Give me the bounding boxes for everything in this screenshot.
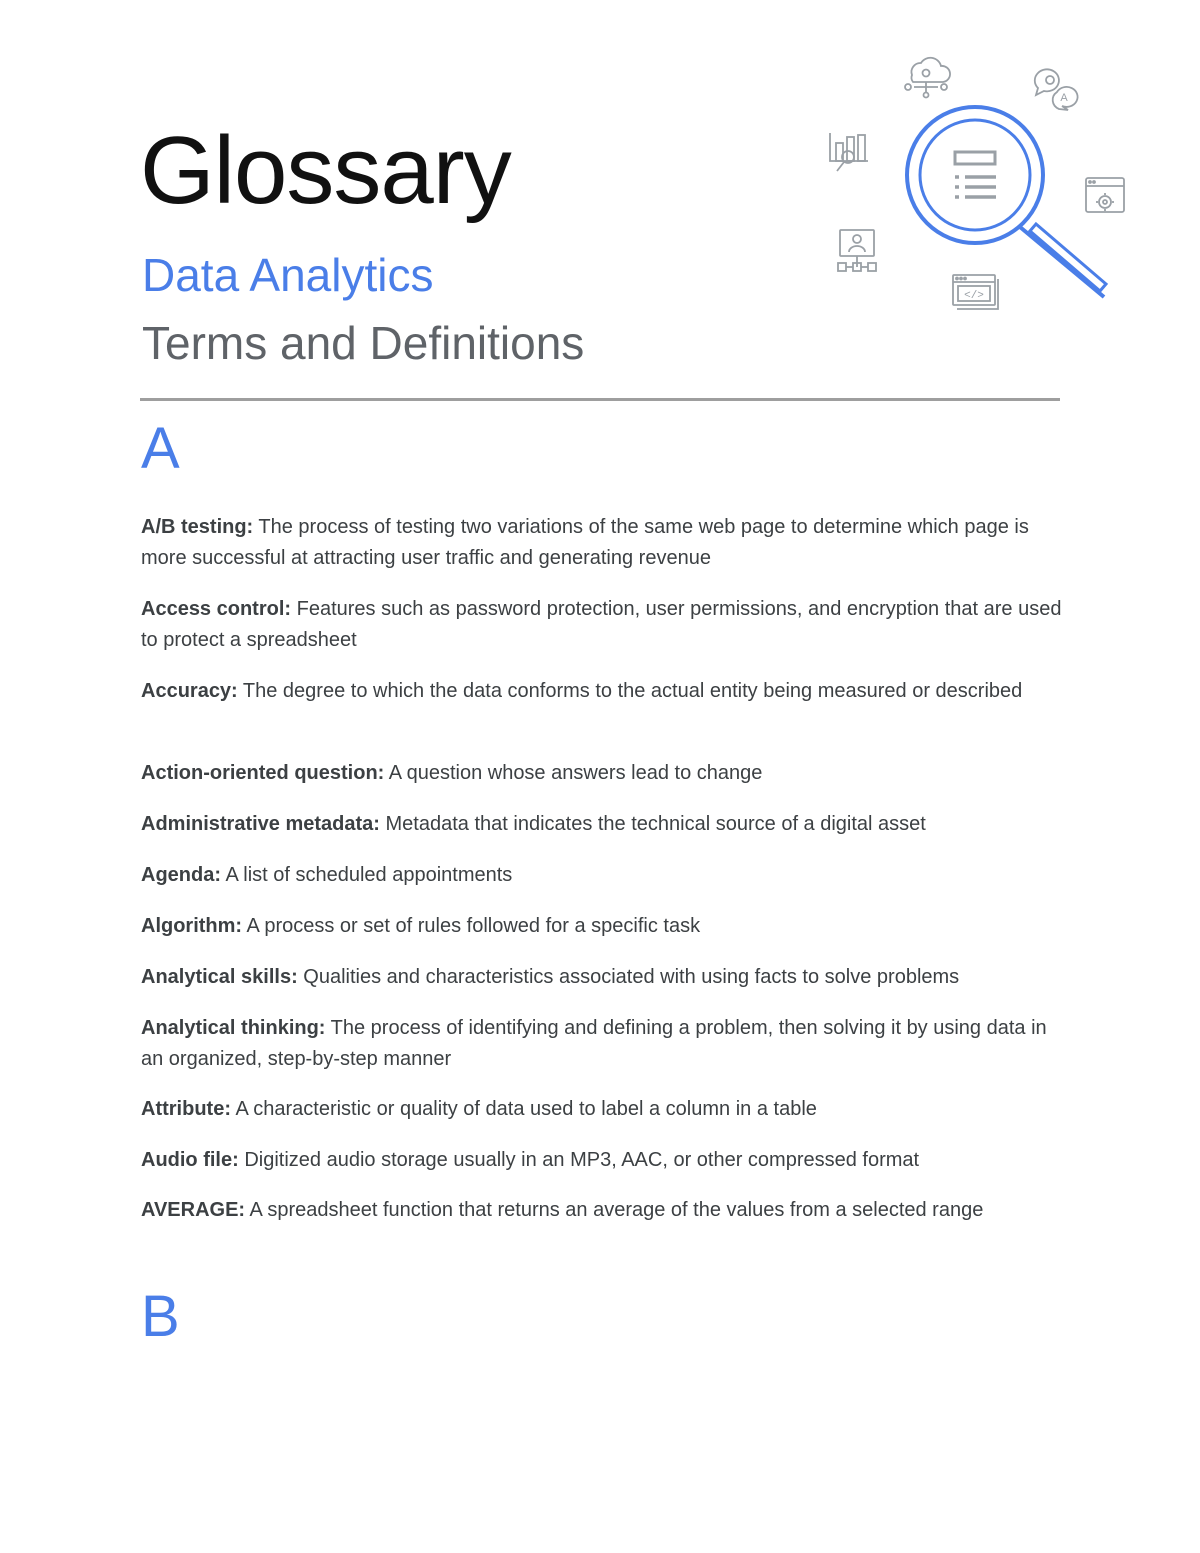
- entry-term: Action-oriented question:: [141, 762, 385, 784]
- code-window-icon: [953, 275, 998, 309]
- code-window-label: </>: [964, 290, 984, 302]
- entry-term: Analytical skills:: [141, 966, 298, 988]
- page-title: Glossary: [140, 117, 511, 224]
- entry-definition: A list of scheduled appointments: [221, 864, 513, 886]
- entry-term: A/B testing:: [141, 516, 254, 538]
- glossary-entry: [141, 512, 1071, 574]
- entry-term: Attribute:: [141, 1098, 231, 1120]
- glossary-entry: [141, 1195, 1071, 1226]
- glossary-entry: [141, 758, 1071, 789]
- glossary-entry: [141, 1013, 1071, 1075]
- entry-term: Administrative metadata:: [141, 813, 380, 835]
- bar-chart-icon: [830, 133, 868, 171]
- glossary-entry: [141, 962, 1071, 993]
- entry-term: Audio file:: [141, 1149, 239, 1171]
- chat-bubbles-icon: [1035, 69, 1078, 110]
- document-subtitle: Data Analytics: [142, 249, 434, 301]
- document-subheading: Terms and Definitions: [142, 317, 585, 369]
- entry-definition: The process of testing two variations of the same web page to determine which page is more successful at attracting user traffic and generating revenue: [141, 516, 1029, 569]
- entry-definition: Digitized audio storage usually in an MP3, AAC, or other compressed format: [238, 1149, 920, 1171]
- glossary-entry: [141, 911, 1071, 942]
- entry-definition: Metadata that indicates the technical source of a digital asset: [379, 813, 926, 835]
- section-letter-a: A: [141, 416, 180, 481]
- cloud-network-icon: [905, 58, 950, 98]
- glossary-entry: [141, 809, 1071, 840]
- entry-definition: Features such as password protection, user permissions, and encryption that are used to protect a spreadsheet: [141, 598, 1062, 651]
- entry-definition: The process of identifying and defining a problem, then solving it by using data in an organized, step-by-step manner: [141, 1017, 1047, 1070]
- entry-term: AVERAGE:: [141, 1199, 246, 1221]
- chat-bubble-letter: A: [1060, 92, 1068, 104]
- entry-term: Algorithm:: [141, 915, 243, 937]
- entry-definition: Qualities and characteristics associated with using facts to solve problems: [297, 966, 960, 988]
- entry-term: Agenda:: [141, 864, 221, 886]
- glossary-entry: [141, 1094, 1071, 1125]
- magnifying-glass-icon: [907, 107, 1106, 297]
- entry-definition: A spreadsheet function that returns an average of the values from a selected range: [245, 1199, 984, 1221]
- entry-definition: A question whose answers lead to change: [384, 762, 763, 784]
- settings-window-icon: [1086, 178, 1124, 212]
- entry-term: Accuracy:: [141, 680, 238, 702]
- glossary-entry: [141, 594, 1071, 656]
- entry-definition: A process or set of rules followed for a specific task: [242, 915, 701, 937]
- entry-term: Analytical thinking:: [141, 1017, 326, 1039]
- header-illustration: [820, 45, 1140, 320]
- glossary-entry: [141, 1145, 1071, 1176]
- title-divider: [140, 398, 1060, 401]
- glossary-entry: [141, 676, 1071, 707]
- entry-definition: The degree to which the data conforms to the actual entity being measured or described: [237, 680, 1023, 702]
- entry-definition: A characteristic or quality of data used to label a column in a table: [230, 1098, 817, 1120]
- glossary-entry: [141, 860, 1071, 891]
- org-chart-icon: [838, 230, 876, 271]
- section-letter-b: B: [141, 1284, 180, 1349]
- entry-term: Access control:: [141, 598, 292, 620]
